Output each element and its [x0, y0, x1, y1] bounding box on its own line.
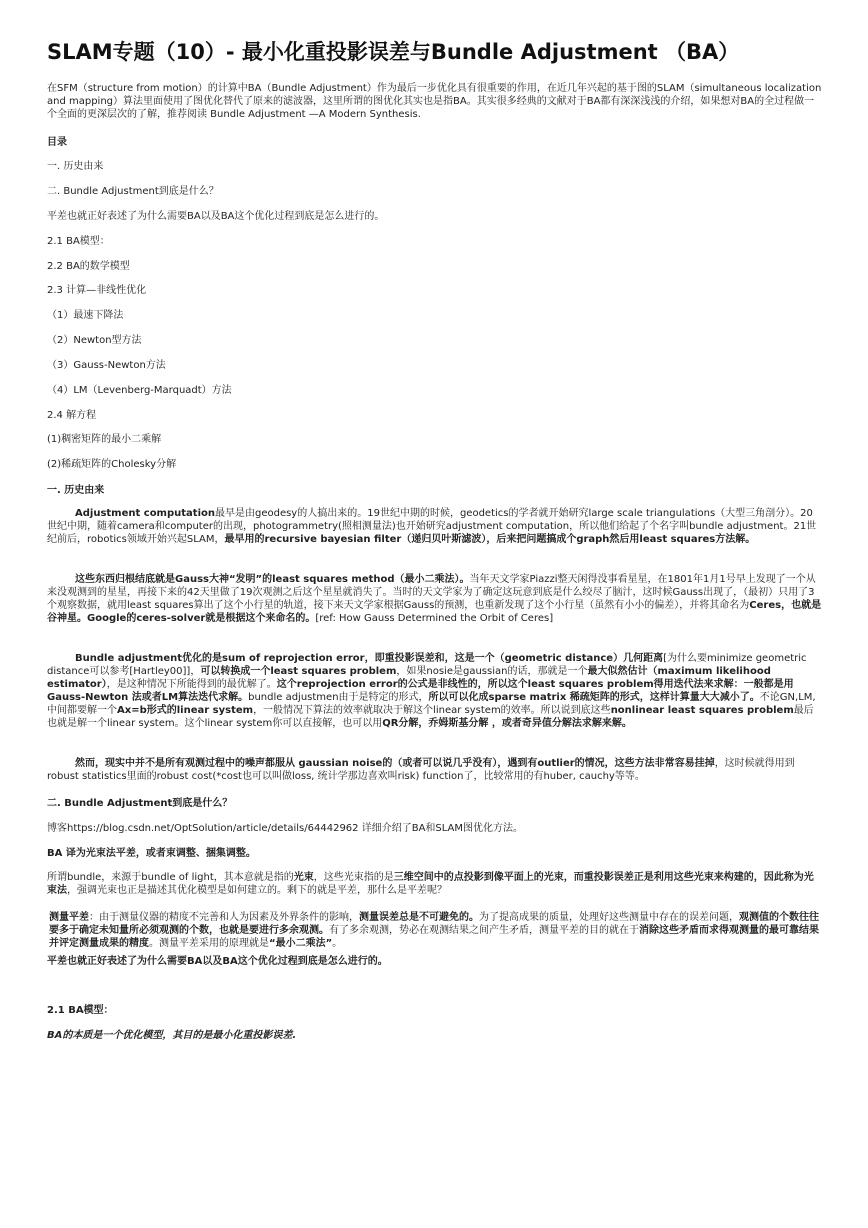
text-bold: 这个reprojection error的公式是非线性的，所以这个least squares problem得用迭代法来求解：一般都是用Gauss-Newton 法或者LM算法迭代求解。 [47, 679, 794, 703]
text-run: 。 [332, 938, 343, 949]
toc-item[interactable]: 2.2 BA的数学模型 [47, 261, 130, 272]
history-paragraph-2 [47, 573, 822, 625]
text-run: 为了提高成果的质量，处理好这些测量中存在的误差问题， [479, 912, 739, 923]
toc-item[interactable]: (2)稀疏矩阵的Cholesky分解 [47, 459, 177, 470]
ba-essence-line: BA的本质是一个优化模型，其目的是最小化重投影误差. [47, 1030, 297, 1041]
section-2-heading: 二. Bundle Adjustment到底是什么？ [47, 798, 233, 809]
text-run: ：由于测量仪器的精度不完善和人为因素及外界条件的影响， [89, 912, 359, 923]
text-bold: nonlinear least squares problem [610, 705, 794, 716]
text-bold: Adjustment computation [75, 508, 215, 519]
text-run: ，这些光束指的是 [313, 872, 394, 883]
intro-paragraph: 在SFM（structure from motion）的计算中BA（Bundle Adjustment）作为最后一步优化具有很重要的作用，在近几年兴起的基于图的SLAM（simultaneous localization and mapping）算法里面使用了图优化替代了原来的滤波器，这里所谓的图优化其实也是指BA。其实很多经典的文献对于BA都有深深浅浅的介绍，如果想对BA的全过程做一个全面的更深层次的了解，推荐阅读 Bundle Adjustment —A Modern Synthesis. [47, 83, 822, 120]
text-run: ，这时候就得用到robust statistics里面的robust cost(*cost也可以叫做loss, 统计学那边喜欢叫risk) function了，比较常用的有huber, cauchy等等。 [47, 758, 795, 782]
text-bold: 最早用的recursive bayesian filter（递归贝叶斯滤波），后来把问题搞成个graph然后用least squares方法解。 [224, 534, 756, 545]
text-run: 有了多余观测，势必在观测结果之间产生矛盾，测量平差的目的就在于 [329, 925, 639, 936]
text-bold: 可以转换成一个least squares problem [200, 666, 397, 677]
text-run: 所谓bundle，来源于bundle of light，其本意就是指的 [47, 872, 294, 883]
text-run: 最早是由geodesy的人搞出来的。19世纪中期的时候，geodetics的学者就开始研究large scale triangulations（大型三角剖分）。20世纪中期，随着camera和computer的出现，photogrammetry(照相测量法)也开始研究adjustment computation，所以他们给起了个名字叫bundle adjustment。21世纪前后，robotics领域开始兴起SLAM， [47, 508, 817, 545]
text-bold: 然而，现实中并不是所有观测过程中的噪声都服从 gaussian noise的（或者可以说几乎没有），遇到有outlier的情况，这些方法非常容易挂掉 [75, 758, 715, 769]
text-bold: Bundle adjustment优化的是sum of reprojection error，即重投影误差和，这是一个（geometric distance）几何距离 [75, 653, 664, 664]
section-2-1-heading: 2.1 BA模型： [47, 1005, 114, 1016]
text-run: 当年天文学家Piazzi整天闲得没事看星星，在1801年1月1号早上发现了一个从来没观测到的星星，再接下来的42天里做了19次观测之后这个星星就消失了。当时的天文学家为了确定这玩意到底是什么绞尽了脑汁，这时候Gauss出现了，（最初）只用了3个观察数据，就用least squares算出了这个小行星的轨道，接下来天文学家根据Gauss的预测，也重新发现了这个小行星（虽然有小小的偏差），并将其命名为 [47, 574, 816, 611]
section-1-heading: 一. 历史由来 [47, 485, 105, 496]
text-bold: Ceres，也就是谷神星。Google的ceres-solver就是根据这个来命名的。 [47, 600, 822, 624]
text-run: ，如果nosie是gaussian的话，那就是一个 [396, 666, 588, 677]
text-run: bundle adjustmen由于是特定的形式， [248, 692, 429, 703]
text-bold: 三维空间中的点投影到像平面上的光束，而重投影误差正是利用这些光束来构建的，因此称为光束法 [47, 872, 814, 896]
text-bold: 测量平差 [49, 912, 89, 923]
summary-line: 平差也就正好表述了为什么需要BA以及BA这个优化过程到底是怎么进行的。 [47, 956, 388, 967]
text-bold: Ax=b形式的linear system [117, 705, 254, 716]
toc-item[interactable]: （1）最速下降法 [47, 310, 124, 321]
text-run: [ref: How Gauss Determined the Orbit of Ceres] [315, 613, 554, 624]
text-run: 。测量平差采用的原理就是 [149, 938, 269, 949]
toc-item[interactable]: 2.4 解方程 [47, 410, 97, 421]
page-title: SLAM专题（10）- 最小化重投影误差与Bundle Adjustment （BA） [47, 40, 740, 64]
text-run: 最后也就是解一个linear system。这个linear system你可以直接解，也可以用 [47, 705, 814, 729]
history-paragraph-1 [47, 507, 822, 546]
toc-item[interactable]: 平差也就正好表述了为什么需要BA以及BA这个优化过程到底是怎么进行的。 [47, 211, 385, 222]
toc-item[interactable]: （4）LM（Levenberg-Marquadt）方法 [47, 385, 232, 396]
text-run: 不论GN,LM,中间都要解一个 [47, 692, 816, 716]
text-bold: 最大似然估计（maximum likelihood estimator） [47, 666, 771, 690]
toc-item[interactable]: 一. 历史由来 [47, 161, 104, 172]
text-bold: 光束 [293, 872, 314, 883]
blog-reference[interactable]: 博客https://blog.csdn.net/OptSolution/article/details/64442962 详细介绍了BA和SLAM图优化方法。 [47, 823, 524, 834]
toc-item[interactable]: (1)稠密矩阵的最小二乘解 [47, 434, 162, 445]
bundle-paragraph [47, 871, 822, 897]
text-run: ，强调光束也正是描述其优化模型是如何建立的。剩下的就是平差，那什么是平差呢？ [67, 885, 447, 896]
text-bold: QR分解，乔姆斯基分解 ，或者奇异值分解法求解来解。 [382, 718, 632, 729]
toc-item[interactable]: 2.3 计算—非线性优化 [47, 285, 147, 296]
text-run: ，一般情况下算法的效率就取决于解这个linear system的效率。所以说到底这些 [253, 705, 611, 716]
text-bold: 这些东西归根结底就是Gauss大神“发明”的least squares method（最小二乘法）。 [75, 574, 470, 585]
text-bold: 观测值的个数往往要多于确定未知量所必须观测的个数，也就是要进行多余观测。 [49, 912, 819, 936]
text-bold: “最小二乘法” [269, 938, 333, 949]
text-bold: 测量误差总是不可避免的。 [359, 912, 479, 923]
text-bold: 消除这些矛盾而求得观测量的最可靠结果并评定测量成果的精度 [49, 925, 819, 949]
toc-item[interactable]: 二. Bundle Adjustment到底是什么？ [47, 186, 219, 197]
history-paragraph-4 [47, 757, 822, 783]
toc-item[interactable]: （2）Newton型方法 [47, 335, 142, 346]
survey-adjustment-paragraph [49, 911, 819, 950]
toc-item[interactable]: 2.1 BA模型： [47, 236, 110, 247]
text-run: [为什么要minimize geometric distance可以参考[Hartley00]]， [47, 653, 807, 677]
toc-item[interactable]: （3）Gauss-Newton方法 [47, 360, 166, 371]
history-paragraph-3 [47, 652, 822, 730]
translation-note: BA 译为光束法平差，或者束调整、捆集调整。 [47, 848, 256, 859]
toc-heading: 目录 [47, 137, 67, 148]
text-bold: 所以可以化成sparse matrix 稀疏矩阵的形式，这样计算量大大减小了。 [428, 692, 760, 703]
text-run: ，是这种情况下所能得到的最优解了。 [106, 679, 277, 690]
